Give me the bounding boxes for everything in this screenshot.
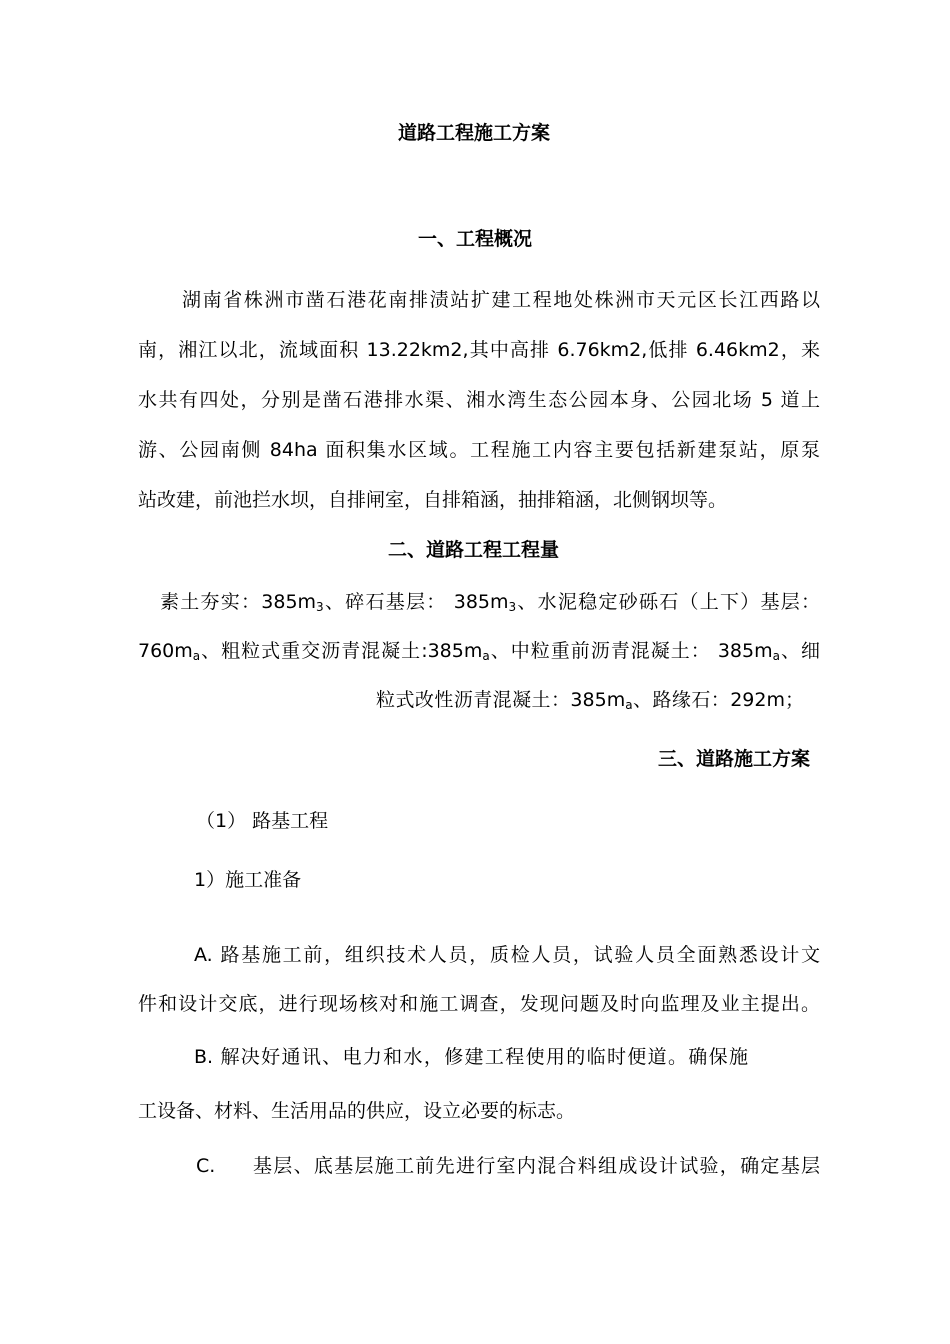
- item-b-line: 工设备、材料、生活用品的供应，设立必要的标志。: [138, 1100, 576, 1122]
- section-heading-overview: 一、工程概况: [418, 228, 533, 250]
- overview-paragraph-line: 湖南省株洲市凿石港花南排渍站扩建工程地处株洲市天元区长江西路以: [182, 289, 820, 311]
- section-heading-quantities: 二、道路工程工程量: [388, 539, 560, 561]
- quantity-text: 素土夯实：385m: [160, 591, 317, 613]
- quantity-text: 、粗粒式重交沥青混凝土:385m: [200, 640, 483, 662]
- unit-subscript: 3: [508, 600, 517, 614]
- quantities-line: [160, 589, 820, 620]
- document-title: 道路工程施工方案: [398, 122, 551, 144]
- unit-subscript: a: [772, 649, 780, 663]
- quantity-text: 、水泥稳定砂砾石（上下）基层：: [516, 591, 820, 613]
- unit-subscript: 3: [316, 600, 324, 614]
- overview-paragraph-line: 站改建，前池拦水坝，自排闸室，自排箱涵，抽排箱涵，北侧钢坝等。: [138, 489, 728, 511]
- item-a-line: 件和设计交底，进行现场核对和施工调查，发现问题及时向监理及业主提出。: [138, 993, 820, 1015]
- overview-paragraph-line: 南，湘江以北，流域面积 13.22km2,其中高排 6.76km2,低排 6.46km2，来: [138, 339, 820, 361]
- item-b-line: B. 解决好通讯、电力和水，修建工程使用的临时便道。确保施: [194, 1046, 748, 1068]
- item-a-line: A. 路基施工前，组织技术人员，质检人员，试验人员全面熟悉设计文: [194, 944, 820, 966]
- section-heading-construction-plan: 三、道路施工方案: [658, 748, 811, 770]
- unit-subscript: a: [482, 649, 490, 663]
- quantity-text: 、细: [779, 640, 820, 662]
- unit-subscript: a: [625, 698, 633, 712]
- item-heading-preparation: 1）施工准备: [194, 869, 302, 891]
- quantities-line: [376, 687, 804, 718]
- overview-paragraph-line: 游、公园南侧 84ha 面积集水区域。工程施工内容主要包括新建泵站，原泵: [138, 439, 820, 461]
- quantity-text: 、中粒重前沥青混凝土： 385m: [489, 640, 773, 662]
- unit-subscript: a: [192, 649, 201, 663]
- quantity-text: 760m: [138, 640, 193, 662]
- overview-paragraph-line: 水共有四处，分别是凿石港排水渠、湘水湾生态公园本身、公园北场 5 道上: [138, 389, 820, 411]
- subsection-heading-subgrade: （1） 路基工程: [196, 810, 329, 832]
- item-c-label: C.: [196, 1155, 216, 1177]
- item-c-line: 基层、底基层施工前先进行室内混合料组成设计试验，确定基层: [253, 1155, 820, 1177]
- quantity-text: 粒式改性沥青混凝土：385m: [376, 689, 626, 711]
- quantity-text: 、路缘石：292m；: [632, 689, 804, 711]
- quantities-line: [138, 638, 820, 669]
- quantity-text: 、碎石基层： 385m: [323, 591, 509, 613]
